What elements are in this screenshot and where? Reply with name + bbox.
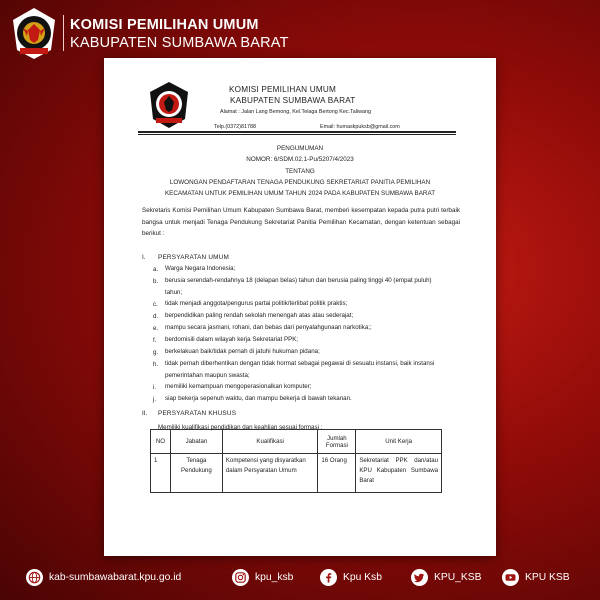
facebook-text: Kpu Ksb	[343, 571, 382, 583]
formasi-table	[150, 429, 442, 493]
announcement-subject-line2: KECAMATAN UNTUK PEMILIHAN UMUM TAHUN 2024 PADA KABUPATEN SUMBAWA BARAT	[164, 190, 436, 197]
letterhead-email: Email: humaskpuksb@gmail.com	[320, 124, 400, 130]
announcement-intro: Sekretaris Komisi Pemilihan Umum Kabupaten Sumbawa Barat, memberi kesempatan kepada putra putri terbaik bangsa untuk menjadi Tenaga Pendukung Sekretariat Panitia Pemilihan Kecamatan, dengan ketentuan sebagai berikut :	[142, 207, 460, 237]
table-cell-jabatan: Tenaga Pendukung	[170, 454, 222, 493]
announcement-number: NOMOR: 6/SDM.02.1-Pu/5207/4/2023	[246, 156, 354, 163]
list-item-letter: c.	[153, 301, 158, 308]
youtube-text: KPU KSB	[525, 571, 570, 583]
list-item: tidak pernah diberhentikan dengan tidak hormat sebagai pegawai di sesuatu instansi, baik instansi pemerintahan maupun swasta;	[165, 360, 435, 379]
letterhead-rule-thin	[138, 134, 456, 135]
table-header-unit-kerja: Unit Kerja	[356, 430, 442, 454]
table-header-jumlah-formasi: Jumlah Formasi	[318, 430, 356, 454]
facebook-icon	[320, 569, 337, 586]
youtube-icon	[502, 569, 519, 586]
instagram-link[interactable]	[232, 568, 293, 586]
website-link[interactable]	[26, 568, 181, 586]
list-item-letter: g.	[153, 349, 159, 356]
twitter-icon	[411, 569, 428, 586]
table-header-row	[151, 430, 442, 454]
list-item-letter: h.	[153, 361, 159, 368]
table-header-no: NO	[151, 430, 171, 454]
twitter-text: KPU_KSB	[434, 571, 482, 583]
header-subtitle: KABUPATEN SUMBAWA BARAT	[70, 35, 289, 51]
list-item: berkelakuan baik/tidak pernah di jatuhi hukuman pidana;	[165, 348, 320, 355]
youtube-link[interactable]	[502, 568, 570, 586]
kpu-garuda-logo-icon	[11, 6, 57, 61]
header-title: KOMISI PEMILIHAN UMUM	[70, 17, 259, 33]
list-item-letter: j.	[153, 396, 157, 403]
list-item: berpendidikan paling rendah sekolah menengah atas atau sederajat;	[165, 312, 354, 319]
list-item-letter: e.	[153, 325, 159, 332]
table-header-jabatan: Jabatan	[170, 430, 222, 454]
list-item: tidak menjadi anggota/pengurus partai politik/terlibat politik praktis;	[165, 300, 348, 307]
section-khusus-number: II.	[142, 410, 148, 417]
list-item: berdomisili dalam wilayah kerja Sekretariat PPK;	[165, 336, 299, 343]
list-item: siap bekerja sepenuh waktu, dan mampu bekerja di bawah tekanan.	[165, 395, 352, 402]
table-cell-unit-kerja: Sekretariat PPK dan/atau KPU Kabupaten Sumbawa Barat	[356, 454, 442, 493]
list-item-letter: d.	[153, 313, 159, 320]
twitter-link[interactable]	[411, 568, 482, 586]
announcement-heading: PENGUMUMAN	[276, 145, 324, 152]
list-item-letter: i.	[153, 384, 157, 391]
list-item-letter: f.	[153, 337, 157, 344]
letterhead-rule	[138, 131, 456, 133]
table-cell-kualifikasi: Kompetensi yang disyaratkan dalam Persyaratan Umum	[222, 454, 318, 493]
list-item-letter: b.	[153, 278, 159, 285]
letterhead-subtitle: KABUPATEN SUMBAWA BARAT	[230, 96, 356, 105]
section-khusus-title: PERSYARATAN KHUSUS	[158, 410, 237, 417]
site-header	[0, 0, 600, 66]
globe-icon	[26, 569, 43, 586]
letterhead-address: Alamat : Jalan Lang Bemong, Kel.Telaga Bertong Kec.Taliwang	[220, 109, 372, 115]
section-umum-title: PERSYARATAN UMUM	[158, 254, 230, 261]
section-umum-number: I.	[142, 254, 146, 261]
announcement-about: TENTANG	[285, 168, 315, 175]
website-text: kab-sumbawabarat.kpu.go.id	[49, 571, 182, 583]
header-divider	[63, 15, 64, 51]
list-item: berusia serendah-rendahnya 18 (delapan belas) tahun dan berusia paling tinggi 40 (empat puluh) tahun;	[165, 277, 432, 296]
social-footer	[0, 562, 600, 592]
instagram-icon	[232, 569, 249, 586]
table-row	[151, 454, 442, 493]
list-item: memiliki kemampuan mengoperasionalkan komputer;	[165, 383, 312, 390]
section-khusus-intro: Memiliki kualifikasi pendidikan dan keahlian sesuai formasi :	[158, 424, 323, 431]
table-cell-jumlah: 16 Orang	[318, 454, 356, 493]
instagram-text: kpu_ksb	[255, 571, 294, 583]
announcement-document	[104, 58, 496, 556]
list-item: Warga Negara Indonesia;	[165, 265, 236, 272]
facebook-link[interactable]	[320, 568, 382, 586]
announcement-subject-line1: LOWONGAN PENDAFTARAN TENAGA PENDUKUNG SEKRETARIAT PANITIA PEMILIHAN	[169, 179, 431, 186]
letterhead-title: KOMISI PEMILIHAN UMUM	[229, 85, 337, 94]
list-item: mampu secara jasmani, rohani, dan bebas dari penyalahgunaan narkotika;;	[165, 324, 372, 331]
table-cell-no: 1	[151, 454, 171, 493]
kpu-letterhead-logo-icon	[148, 81, 190, 129]
letterhead-phone: Telp.(0372)81788	[214, 124, 256, 130]
list-item-letter: a.	[153, 266, 159, 273]
table-header-kualifikasi: Kualifikasi	[222, 430, 318, 454]
